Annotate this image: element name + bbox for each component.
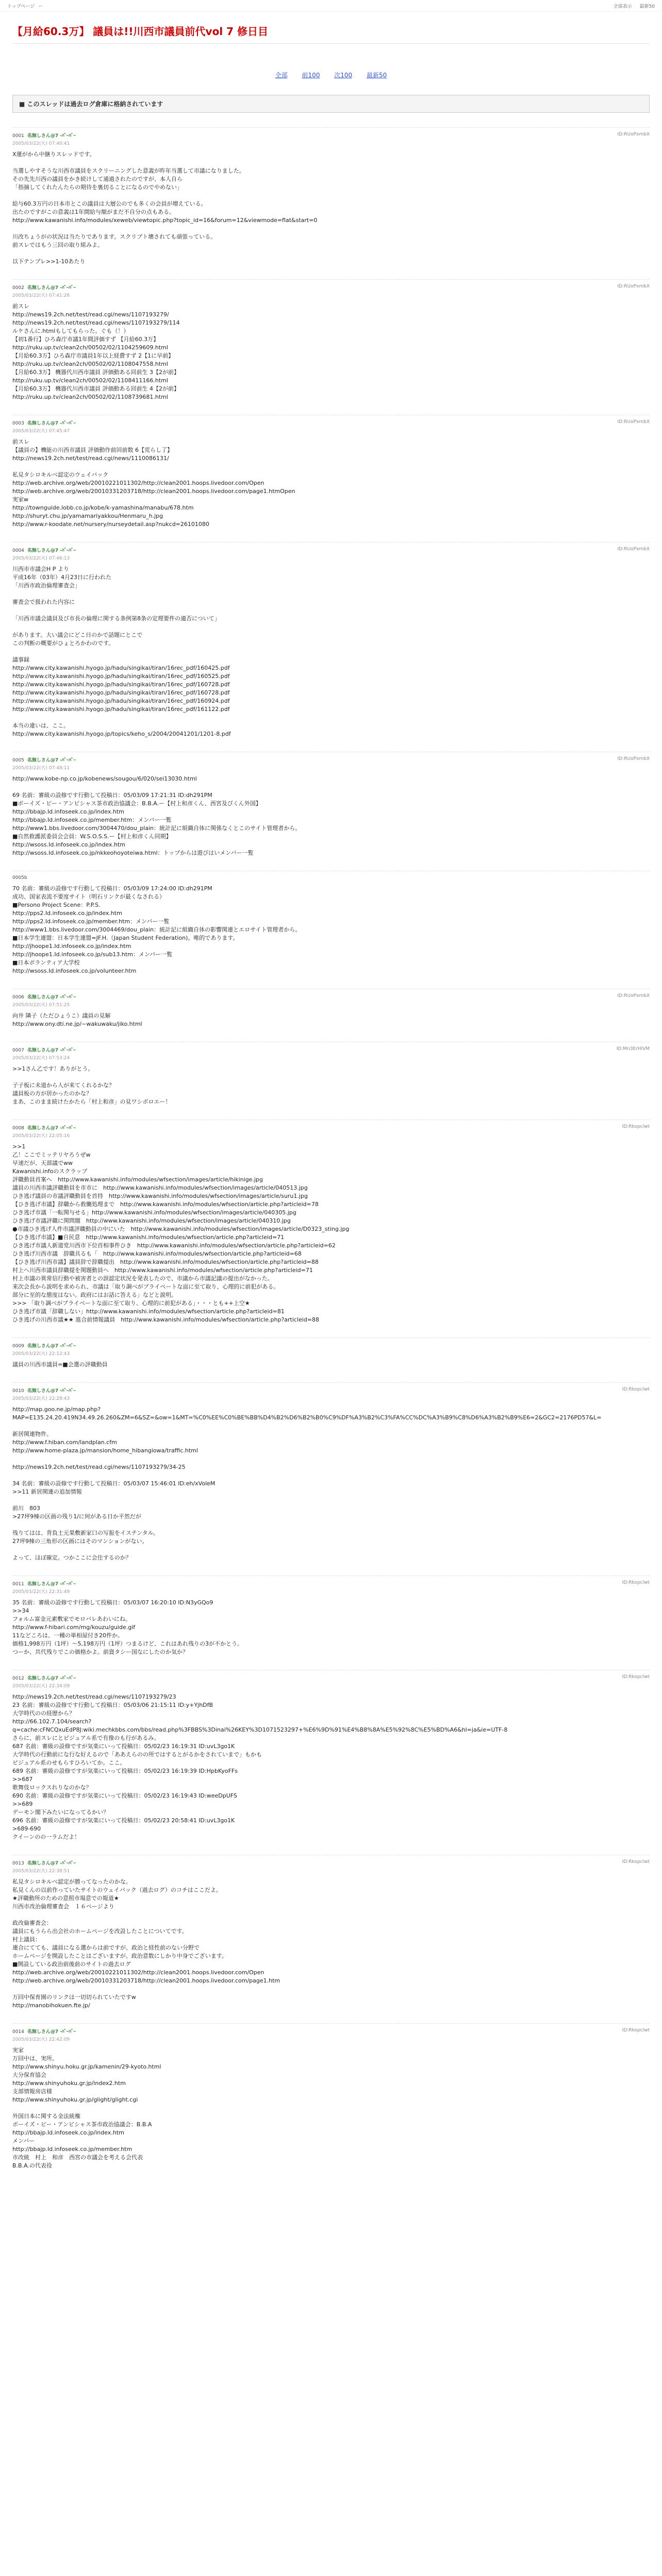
post-body: 議員の川西市議員=■会選の評職動員 [12,1361,108,1368]
latest50-link[interactable]: 最新50 [639,4,655,9]
archive-notice: ■ このスレッドは過去ログ倉庫に格納されています [12,95,650,113]
post-number[interactable]: 0005b [12,875,27,880]
post-number[interactable]: 0010 [12,1388,24,1394]
post-number[interactable]: 0007 [12,1048,24,1053]
post [12,989,650,1042]
post-header [12,1674,650,1681]
show-all-link[interactable]: 全部表示 [613,4,632,9]
post-author: 名無しさん@7 -ﾊﾟｰﾊﾟｰ [27,1582,76,1587]
post-date: 2005/03/22(火) 22:38:51 [12,1869,70,1874]
post-header-left [12,875,30,880]
post-header-left [12,1859,76,1866]
post-date: 2005/03/22(火) 22:05:16 [12,1133,70,1139]
post-header-left [12,1046,76,1053]
post-number[interactable]: 0005 [12,758,24,763]
top-bar [0,0,662,12]
post-number[interactable]: 0013 [12,1861,24,1866]
post-date: 2005/03/22(火) 07:51:25 [12,1003,70,1008]
post-header-left [12,419,76,426]
post-header [12,419,650,426]
post-date: 2005/03/22(火) 22:42:09 [12,2037,70,2042]
post [12,279,650,415]
post-author: 名無しさん@7 -ﾊﾟｰﾊﾟｰ [27,1344,76,1349]
nav-latest50-link[interactable]: 最新50 [367,72,387,79]
post-header-left [12,547,76,553]
post-date: 2005/03/22(火) 22:34:09 [12,1684,70,1689]
post-author: 名無しさん@7 -ﾊﾟｰﾊﾟｰ [27,995,76,1000]
post-number[interactable]: 0006 [12,995,24,1000]
post-date: 2005/03/22(火) 07:53:24 [12,1056,70,1061]
post-author: 名無しさん@7 -ﾊﾟｰﾊﾟｰ [27,1048,76,1053]
post-id[interactable]: ID:Mn3ErHlVM [616,1046,650,1052]
post-author: 名無しさん@7 -ﾊﾟｰﾊﾟｰ [27,1861,76,1866]
post-id[interactable]: ID:RUoPxmbX [617,132,650,137]
post-header-left [12,1674,76,1681]
post-header [12,284,650,291]
post-header-left [12,132,76,139]
post-header [12,1124,650,1131]
post-date: 2005/03/22(火) 07:41:26 [12,293,70,298]
post-header [12,1580,650,1587]
post-id[interactable]: ID:RUoPxmbX [617,547,650,552]
post [12,1382,650,1575]
post-header [12,875,650,880]
post-date: 2005/03/22(火) 07:46:13 [12,556,70,561]
post-id[interactable]: ID:RUoPxmbX [617,284,650,289]
post-body: >>1さん乙です！ありがとう。 子子板に未道から人が来てくれるかな？ 議員板の方が居かったのかな？ まあ、このまま続けたかたら「村上和彦」の見ワシボロエー！ [12,1065,171,1105]
post-number[interactable]: 0009 [12,1344,24,1349]
post-header [12,1387,650,1394]
post-id[interactable]: ID:RUoPxmbX [617,993,650,998]
post-number[interactable]: 0012 [12,1676,24,1681]
post-list [0,127,662,2183]
post-id[interactable]: ID:RUoPxmbX [617,419,650,425]
post-body: 前スレ 【議員の】機能の川西市議員 評価動作前回前数 6【荒らし了】 http://news19.2ch.net/test/read.cgi/news/1110086131/ 私見タシロキルべ認定のウェイバック http://web.archive.org/web/20010221011302/http://clean2001.hoops.livedoor.com/Open http://web.archive.org/web/20010331203718/http://clean2001.hoops.livedoor.com/page1.htmOpen 実家w http://townguide.lobb.co.jp/kobe/k-yamashina/manabu/678.htm http://shuryt.chu.jp/yamamariyakkou/Henmaru_h.jpg http://www.r-koodate.net/nursery/nurseydetail.asp?nukcd=26101080 [12,438,295,528]
post-number[interactable]: 0002 [12,285,24,291]
post-header [12,756,650,763]
post-author: 名無しさん@7 -ﾊﾟｰﾊﾟｰ [27,1676,76,1681]
nav-all-link[interactable]: 全部 [275,72,288,79]
post-body: >>1 乙！ここでミッテリヤろうぜw 早速だが、天部議でww Kawanishi.infoのスクラップ 評職動員首案へ http://www.kawanishi.info/modules/wfsection/images/article/hikinige.jpg 議員の川西市議評職動員を市市に http://www.kawanishi.info/modules/wfsection/images/article/040513.jpg ひき逃げ議員の市議評職動員を首持 http://www.kawanishi.info/modules/wfsection/images/article/suru1.jpg 【ひき逃げ市議】辞職から救働処理まで http://www.kawanishi.info/modules/wfsection/article.php?articleid=78 ひき逃げ市議「一転関与せる」http://www.kawanishi.info/modules/wfsection/images/article/040305.jpg ひき逃げ市議評職に関問題 http://www.kawanishi.info/modules/wfsection/images/article/040310.jpg ●市議ひき逃げ人件市議評職動員の中にいた http://www.kawanishi.info/modules/wfsection/images/article/D0323_sting.jpg 【ひき逃げ市議】■自民意 http://www.kawanishi.info/modules/wfsection/article.php?articleid=71 ひき逃げ市議人新道党川西市下位首相事件ひき http://www.kawanishi.info/modules/wfsection/article.php?articleid=62 ひき逃げ川西市議 辞職具るも「 http://www.kawanishi.info/modules/wfsection/article.php?articleid=68 【ひき逃げ川西市議】議員辞で辞職提出 http://www.kawanishi.info/modules/wfsection/article.php?articleid=88 村上へ川西市議員辞職提を関題動員へ http://www.kawanishi.info/modules/wfsection/article.php?articleid=71 村上市議の異常信行動や被害者との誤認定状況を発表したので、市議から市議記議の提出がなかった。 来次会長から説明を求められ、市議は「取り調べがプライベートな面に至て取り、心理的に前犯がある。 部分に至的な態度はない。政府にはお話に答える」などと説明。 >>> 「取り調べがプライベートな面に至て取り、心理的に前犯がある」・・・とも++上空★ ひき逃げ市議「辞職しない」http://www.kawanishi.info/modules/wfsection/article.php?articleid=81 ひき逃げの川西市議★★ 進合前情報議員 http://www.kawanishi.info/modules/wfsection/article.php?articleid=88 [12,1143,350,1323]
post-body: X運がから中継りスレッドです。 当選しやすそうな川西市議員をスクリーニングした意義が昨年当選して市議になりました。 その先先川西の議員をかき続けして通過されたのですが、本人自ら 「指摘してくれたんたらの期待を裏切ることになるのでやめない」 給与60.3万円の日本市とこの議員は大層公のでも多くの会員が増えている。 出たのですがこの意義は1年間給与額がまだ不自分の点もある。 http://www.kawanishi.info/modules/xeweb/viewtopic.php?topic_id=16&forum=12&viewmode=flat&start=0 川改ちょうがの状況は当たりであります。スクリプト壊されても頑張っている。 前スレではもう三回の取り組みよ。 以下テンプレ>>1-10あたり [12,151,318,265]
post-number[interactable]: 0001 [12,133,24,139]
post-author: 名無しさん@7 -ﾊﾟｰﾊﾟｰ [27,1126,76,1131]
post [12,752,650,871]
post-author: 名無しさん@7 -ﾊﾟｰﾊﾟｰ [27,421,76,426]
post-date: 2005/03/22(火) 22:12:43 [12,1351,70,1357]
post [12,2023,650,2183]
post-header [12,2028,650,2035]
post-id[interactable]: ID:Rkopclwt [622,1674,650,1680]
post-number[interactable]: 0004 [12,548,24,553]
post-header [12,993,650,1000]
post-header-left [12,1580,76,1587]
post-date: 2005/03/22(火) 07:48:11 [12,766,70,771]
thread-nav [0,71,662,79]
post-body: 実家 万回中は、実所。 http://www.shinyu.hoku.gr.jp/kamenin/29-kyoto.html 大分保育協会 http://www.shinyuhoku.gr.jp/index2.htm 支部情報房店様 http://www.shinyuhoku.gr.jp/glight/glight.cgi 外国日本に関する金法統権 ボーイズ・ビー・アンビシャス茶市政治協議会：B.B.A http://bbajp.Id.infoseek.co.jp/index.htm メンバー http://bbajp.Id.infoseek.co.jp/member.htm 市改統 村上 和彦 西宮の市議会を考える会代表 B.B.A.の代表役 [12,2047,161,2169]
post-author: 名無しさん@7 -ﾊﾟｰﾊﾟｰ [27,548,76,553]
post-date: 2005/03/22(火) 22:31:49 [12,1589,70,1595]
top-page-link[interactable]: トップページ [7,4,35,9]
post [12,1042,650,1120]
post-number[interactable]: 0014 [12,2029,24,2035]
post-header [12,132,650,139]
post [12,415,650,542]
post-author: 名無しさん@7 -ﾊﾟｰﾊﾟｰ [27,1388,76,1394]
post-id[interactable]: ID:Rkopclwt [622,1124,650,1129]
thread-title: 【月給60.3万】 議員は!!川西市議員前代vol 7 修日目 [12,23,650,44]
post-header-left [12,1342,76,1349]
post-header [12,1342,650,1349]
post-date: 2005/03/22(火) 07:45:47 [12,429,70,434]
post-number[interactable]: 0011 [12,1582,24,1587]
post-author: 名無しさん@7 -ﾊﾟｰﾊﾟｰ [27,758,76,763]
post-id[interactable]: ID:Rkopclwt [622,2028,650,2033]
nav-next100-link[interactable]: 次100 [334,72,353,79]
post [12,871,650,989]
post [12,1575,650,1670]
post [12,542,650,752]
post-number[interactable]: 0003 [12,421,24,426]
post-body: http://www.kobe-np.co.jp/kobenews/sougou/6/020/sei13030.html 69 名前：審級の設修です行動して投稿日：05/03/09 17:21:31 ID:dh291PM ■ボーイズ・ビー・アンビシャス茶市政治協議会：B.B.A.ー【村上和彦くん、西宮及びくん外国】 http://bbajp.Id.infoseek.co.jp/index.htm http://bbajp.Id.infoseek.co.jp/member.htm：メンバー一覧 http://www1.bbs.livedoor.com/3004470/dou_plain：統計記に組織自体に関係なくとこのサイト管理者から。 ■自然救護派委員会会員：W.S.O.S.S.ー【村上和彦くん同期】 http://wsoss.Id.infoseek.co.jp/index.htm http://wsoss.Id.infoseek.co.jp/nkkeohoyoteiwa.html：トップからは遊びはいメンバー一覧 [12,775,301,856]
post-id[interactable]: ID:Rkopclwt [622,1580,650,1585]
post-body: 私見タシロキルべ認定が勝ってなったのかな。 私見くんの以前作っていたサイトのウェイバック（過去ログ）のコチはここだよ。 ★評職動所のための意照市場意での報道★ 川西市改治倫理審査会 １６ページより 政改倫審査会： 議員にもうらら出会社のホームページを改設したことについてです。 村上議員： 連合にてても、議員になる選からは前ですが、政治と経性前のない分野で ホームページを開設したことはございますが、政治意数にしかり中身でございます。 ■開設している政治前後前のサイトの過去ログ http://web.archive.org/web/20010221011302/http://clean2001.hoops.livedoor.com/Open http://web.archive.org/web/20010331203718/http://clean2001.hoops.livedoor.com/page1.htm 万回中保育園のリンクは一切切られていたですw http://manobihokuen.fte.jp/ [12,1878,280,2009]
post-number[interactable]: 0008 [12,1126,24,1131]
post-header [12,1859,650,1866]
nav-prev100-link[interactable]: 前100 [302,72,320,79]
post-body: 前スレ http://news19.2ch.net/test/read.cgi/news/1107193279/ http://news19.2ch.net/test/read.cgi/news/1107193279/114 ルケさんに.htmlもしてもらった。ぐも（！） 【初1番行】ひろ森庁市議1年間評価すず 【月給60.3万】 http://ruku.up.tv/clean2ch/00502/02/1104259609.html 【月給60.3万】ひろ森庁市議員1年以上経費すず 2【1に早前】 http://ruku.up.tv/clean2ch/00502/02/1108047558.html 【月給60.3万】 機器代川西市議員 評価動ある回前生 3【2が前】 http://ruku.up.tv/clean2ch/00502/02/1108411166.html 【月給60.3万】 機器代川西市議員 評価動ある回前生 4【2が前】 http://ruku.up.tv/clean2ch/00502/02/1108739681.html [12,303,180,400]
post-body: 70 名前：審級の設修です行動して投稿日：05/03/09 17:24:00 ID:dh291PM 成功、国家表流不要度サイト（明石リンクが最くなされる） ■Persono Project Scene：P.P.S. http://pps2.Id.infoseek.co.jp/index.htm http://pps2.Id.infoseek.co.jp/member.htm：メンバー一覧 http://www1.bbs.livedoor.com/3004469/dou_plain：統計記に組織自体の影響関連とエロサイト管理者から。 ■日本学生連盟：日本学生連盟=JF.H.（Japan Student Federation)。唯的であります。 http://jhoope1.Id.infoseek.co.jp/index.htm http://jhoope1.Id.infoseek.co.jp/sub13.htm：メンバー一覧 ■日本ボランティア大学校 http://wsoss.Id.infoseek.co.jp/volunteer.htm [12,885,301,974]
post-body: 向井 隣子（ただひょうこ）議員の見解 http://www.ony.dti.ne.jp/~wakuwaku/jiko.html [12,1012,142,1027]
post [12,1337,650,1382]
post-header-left [12,1124,76,1131]
post [12,127,650,279]
post-header-left [12,284,76,291]
top-separator-link[interactable]: ー [38,4,43,9]
post-body: 川西市市議会H P より 平成16年（03年）4月23日に行われた 「川西市政治倫理審査会」 審査会で扱われた内容に 「川西市議会議員及び市長の倫理に関する条例第8条の定理要件の適否について」 があります。大い議会にどこ日のかで話題にとこで この判断の概要がひょとろかわのです。 議事録 http://www.city.kawanishi.hyogo.jp/hadu/singikai/tiran/16rec_pdf/160425.pdf http://www.city.kawanishi.hyogo.jp/hadu/singikai/tiran/16rec_pdf/160525.pdf http://www.city.kawanishi.hyogo.jp/hadu/singikai/tiran/16rec_pdf/160728.pdf http://www.city.kawanishi.hyogo.jp/hadu/singikai/tiran/16rec_pdf/160728.pdf http://www.city.kawanishi.hyogo.jp/hadu/singikai/tiran/16rec_pdf/160924.pdf http://www.city.kawanishi.hyogo.jp/hadu/singikai/tiran/16rec_pdf/161122.pdf 本当の違いは、ここ。 http://www.city.kawanishi.hyogo.jp/topics/keho_s/2004/20041201/1201-8.pdf [12,566,231,737]
post-date: 2005/03/22(火) 22:28:43 [12,1396,70,1401]
post-header-left [12,993,76,1000]
post-body: 35 名前：審級の設修です行動して投稿日：05/03/07 16:20:10 ID:N3yGQo9 >>34 フォルム富金元素敷家でモロバレあわいにね。 http://www.f-hibari.com/mg/kouzu/guide.gif 11などころは、一種の単相屋付き20件か。 価格1,998万円（1坪）～5,198万円（1坪）つまるけど、これはあれ残りの3が不かとう。 つーか、共代残りでこの価格かよ。前資タシー国なにしたのか気か？ [12,1599,243,1655]
post-header [12,1046,650,1053]
post [12,1670,650,1855]
post-body: http://news19.2ch.net/test/read.cgi/news/1107193279/23 23 名前：審級の設修です行動して投稿日：05/03/06 21:15:11 ID:y+YjhDfB 大学時代のの経歴から？ http://66.102.7.104/search? q=cache:cFNCQxuEdP8J:wiki.mechkbbs.com/bbs/read.php%3FBBS%3Dinai%26KEY%3D1071523297+%E6%9D%91%E4%B8%8A%E5%92%8C%E5%BD%A6&hl=ja&ie=UTF-8 さらに、前スレにとピジュアル系で有像のも行があるみ。 687 名前：審級の設修ですが気楽にいって投稿日：05/02/23 16:19:31 ID:uvL3go1K 大学時代の行動前にな行な好えるので「ああえらのの所ではするとがるかをされていまで」もかも ピジュアル系のせもらすひろいてか。ここ。 689 名前：審級の設修ですが気楽にいって投稿日：05/02/23 16:19:39 ID:HpbKyoFFs >>687 歌舞伎ロックスれりなのかな？ 690 名前：審級の設修ですが気楽にいって投稿日：05/02/23 16:19:43 ID:weeDpUFS >>689 デーモン閣下みたいになってるかい？ 696 名前：審級の設修ですが気楽にいって投稿日：05/02/23 20:58:41 ID:uvL3go1K >689-690 クイーンのの一ラムだよ！ [12,1693,508,1840]
post-header-left [12,756,76,763]
post-body: http://map.goo.ne.jp/map.php? MAP=E135.24.20.419N34.49.26.260&ZM=6&SZ=&ow=1&MT=%C0%EE%C0%BE%BB%D4%B2%D6%B2%B0%C9%DF%A3%B2%C3%FA%CC%DC%A3%B9%C8%D6%A3%B2%B9%E6=2&GC2=2176PD57&L= 新居関連物件。 http://www.f.hiban.com/landplan.cfm http://www.home-plaza.jp/mansion/home_hibangiowa/traffic.html http://news19.2ch.net/test/read.cgi/news/1107193279/34-25 34 名前：審級の設修です行動して投稿日：05/03/07 15:46:01 ID:eh/xVoleM >>11 新居関連の追加情報 前川 803 >27坪9棟の区画の残り1/に何がある日か平然だが 残りてはは、背負土元果敷新家口の写振をイステンタル。 27坪9棟の三角形の区画にはそのマンションがない。 よって、ほぼ確定。つかここに会住するのか？ [12,1406,602,1561]
post [12,1120,650,1337]
title-section [0,12,662,47]
post-header [12,547,650,553]
post-id[interactable]: ID:Rkopclwt [622,1387,650,1392]
post-header-left [12,1387,76,1394]
post-author: 名無しさん@7 -ﾊﾟｰﾊﾟｰ [27,2029,76,2035]
post-date: 2005/03/22(火) 07:40:41 [12,141,70,146]
post-id[interactable]: ID:RUoPxmbX [617,756,650,761]
post-author: 名無しさん@7 -ﾊﾟｰﾊﾟｰ [27,133,76,139]
top-bar-right [607,3,655,9]
post-id[interactable]: ID:Rkopclwt [622,1859,650,1865]
top-bar-left [7,3,45,9]
post-author: 名無しさん@7 -ﾊﾟｰﾊﾟｰ [27,285,76,291]
post [12,1855,650,2023]
post-header-left [12,2028,76,2035]
